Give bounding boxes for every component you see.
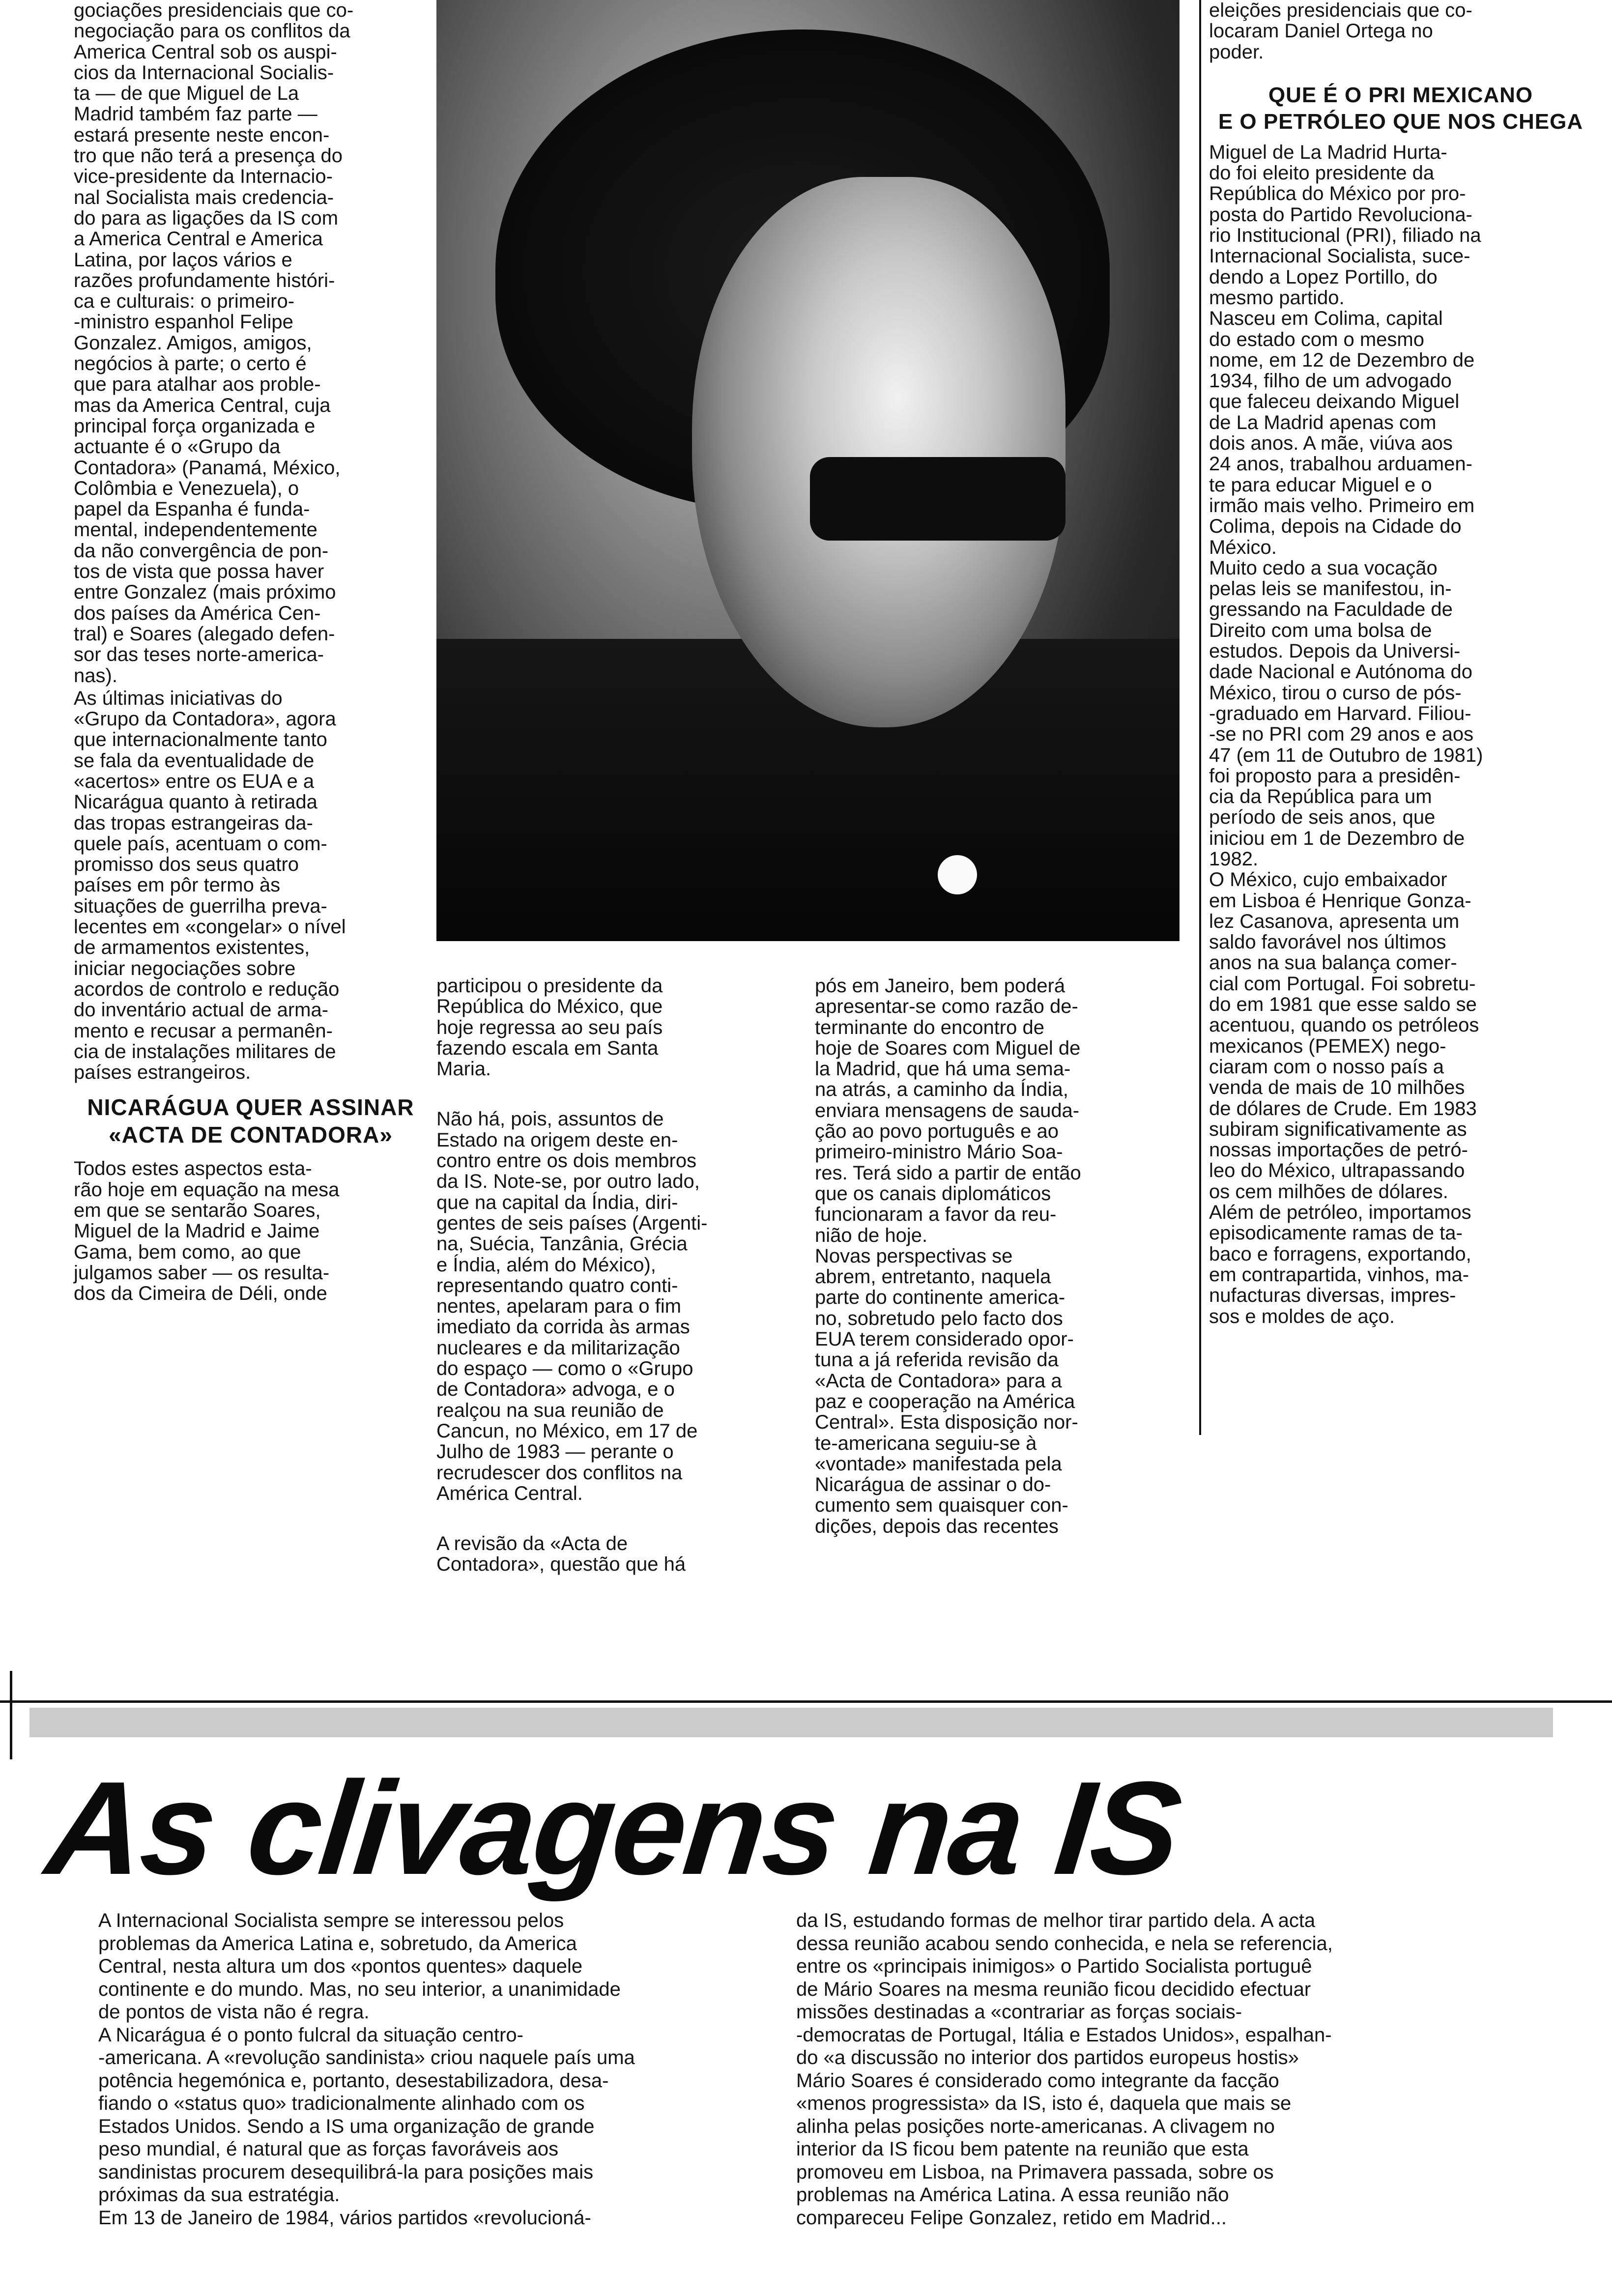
text-line: próximas da sua estratégia. xyxy=(98,2184,340,2206)
text-line: Julho de 1983 — perante o xyxy=(436,1441,674,1463)
text-line: Contadora» (Panamá, México, xyxy=(74,457,341,479)
text-line: A revisão da «Acta de xyxy=(436,1533,628,1555)
text-line: acentuou, quando os petróleos xyxy=(1209,1014,1479,1036)
text-line: no, sobretudo pelo facto dos xyxy=(815,1307,1063,1329)
text-line: estará presente neste encon- xyxy=(74,124,330,146)
text-line: Cancun, no México, em 17 de xyxy=(436,1420,698,1442)
text-line: nas). xyxy=(74,664,117,687)
text-line: negócios à parte; o certo é xyxy=(74,353,307,375)
text-line: países estrangeiros. xyxy=(74,1062,251,1084)
text-line: na, Suécia, Tanzânia, Grécia xyxy=(436,1233,688,1255)
text-line: recrudescer dos conflitos na xyxy=(436,1462,683,1484)
text-line: ciaram com o nosso país a xyxy=(1209,1056,1444,1078)
text-line: mental, independentemente xyxy=(74,519,317,541)
text-line: «Acta de Contadora» para a xyxy=(815,1370,1062,1392)
col1-para3 xyxy=(74,1158,428,1304)
text-line: Miguel de La Madrid Hurta- xyxy=(1209,141,1447,163)
text-line: poder. xyxy=(1209,41,1264,63)
text-line: Contadora», questão que há xyxy=(436,1553,686,1576)
text-line: Em 13 de Janeiro de 1984, vários partidos «revolucioná- xyxy=(98,2207,591,2229)
text-line: México, tirou o curso de pós- xyxy=(1209,682,1462,704)
headline: As clivagens na IS xyxy=(40,1754,1186,1902)
text-line: rão hoje em equação na mesa xyxy=(74,1178,340,1201)
text-line: América Central. xyxy=(436,1482,583,1504)
text-line: leo do México, ultrapassando xyxy=(1209,1160,1465,1182)
text-line: Gama, bem como, ao que xyxy=(74,1241,301,1263)
text-line: mento e recusar a permanên- xyxy=(74,1020,333,1042)
text-line: mesmo partido. xyxy=(1209,287,1345,309)
text-line: que na capital da Índia, diri- xyxy=(436,1191,678,1213)
text-line: a America Central e America xyxy=(74,228,323,250)
text-line: nião de hoje. xyxy=(815,1224,928,1246)
text-line: dos da Cimeira de Déli, onde xyxy=(74,1283,327,1305)
text-line: te para educar Miguel e o xyxy=(1209,474,1432,496)
text-line: entre Gonzalez (mais próximo xyxy=(74,581,336,603)
text-line: tuna a já referida revisão da xyxy=(815,1349,1059,1371)
text-line: fiando o «status quo» tradicionalmente alinhado com os xyxy=(98,2093,585,2114)
text-line: America Central sob os auspi- xyxy=(74,41,337,63)
col3-para1 xyxy=(815,976,1179,1537)
text-line: os cem milhões de dólares. xyxy=(1209,1180,1448,1203)
text-line: gressando na Faculdade de xyxy=(1209,599,1453,621)
text-line: irmão mais velho. Primeiro em xyxy=(1209,494,1475,517)
text-line: Não há, pois, assuntos de xyxy=(436,1108,664,1130)
text-line: Muito cedo a sua vocação xyxy=(1209,557,1438,579)
text-line: continente e do mundo. Mas, no seu interior, a unanimidade xyxy=(98,1978,621,2000)
photo-highlight xyxy=(938,855,977,894)
text-line: nentes, apelaram para o fim xyxy=(436,1295,682,1318)
text-line: da não convergência de pon- xyxy=(74,540,329,562)
text-line: nome, em 12 de Dezembro de xyxy=(1209,349,1475,371)
column-divider-right xyxy=(1199,0,1201,1435)
text-line: -ministro espanhol Felipe xyxy=(74,311,293,333)
text-line: te-americana seguiu-se à xyxy=(815,1432,1037,1454)
text-line: primeiro-ministro Mário Soa- xyxy=(815,1141,1063,1163)
text-line: nufacturas diversas, impres- xyxy=(1209,1285,1456,1307)
text-line: Nicarágua de assinar o do- xyxy=(815,1474,1051,1496)
text-line: Estados Unidos. Sendo a IS uma organização de grande xyxy=(98,2115,595,2137)
col4-para2 xyxy=(1209,308,1592,558)
text-line: tos de vista que possa haver xyxy=(74,561,324,583)
text-line: nucleares e da militarização xyxy=(436,1337,680,1359)
text-line: Latina, por laços vários e xyxy=(74,249,292,271)
text-line: hoje de Soares com Miguel de xyxy=(815,1037,1081,1059)
text-line: enviara mensagens de sauda- xyxy=(815,1099,1080,1121)
text-line: do foi eleito presidente da xyxy=(1209,162,1435,184)
text-line: entre os «principais inimigos» o Partido Socialista portuguê xyxy=(796,1955,1312,1977)
text-line: eleições presidenciais que co- xyxy=(1209,0,1472,21)
text-line: Madrid também faz parte — xyxy=(74,103,317,125)
text-line: do «a discussão no interior dos partidos europeus hostis» xyxy=(796,2047,1299,2068)
text-line: dendo a Lopez Portillo, do xyxy=(1209,266,1438,288)
text-line: da IS, estudando formas de melhor tirar partido dela. A acta xyxy=(796,1910,1316,1931)
text-line: Colima, depois na Cidade do xyxy=(1209,516,1462,538)
bottom-column-left xyxy=(98,1909,777,2229)
text-line: que para atalhar aos proble- xyxy=(74,373,321,396)
text-line: países em pôr termo às xyxy=(74,874,281,896)
text-line: República do México por pro- xyxy=(1209,183,1466,205)
text-line: de Contadora» advoga, e o xyxy=(436,1378,675,1401)
text-line: Gonzalez. Amigos, amigos, xyxy=(74,332,312,354)
text-line: baco e forragens, exportando, xyxy=(1209,1243,1471,1265)
col1-subhead-2: «ACTA DE CONTADORA» xyxy=(109,1122,393,1148)
col1-para2 xyxy=(74,688,428,1083)
text-line: compareceu Felipe Gonzalez, retido em Madrid... xyxy=(796,2207,1227,2229)
text-line: saldo favorável nos últimos xyxy=(1209,931,1446,953)
text-line: ca e culturais: o primeiro- xyxy=(74,290,295,313)
text-line: As últimas iniciativas do xyxy=(74,687,283,709)
text-line: nal Socialista mais credencia- xyxy=(74,186,334,208)
text-line: do estado com o mesmo xyxy=(1209,328,1424,350)
margin-mark xyxy=(10,1671,12,1759)
text-line: dade Nacional e Autónoma do xyxy=(1209,661,1472,683)
photo-face xyxy=(692,177,1065,727)
print-noise-strip xyxy=(29,1708,1553,1737)
text-line: que os canais diplomáticos xyxy=(815,1182,1051,1205)
text-line: problemas da America Latina e, sobretudo, da America xyxy=(98,1932,577,1954)
text-line: peso mundial, é natural que as forças favoráveis aos xyxy=(98,2138,559,2160)
text-line: acordos de controlo e redução xyxy=(74,978,340,1000)
text-line: posta do Partido Revoluciona- xyxy=(1209,203,1472,226)
text-line: O México, cujo embaixador xyxy=(1209,869,1447,891)
text-line: alinha pelas posições norte-americanas. A clivagem no xyxy=(796,2115,1275,2137)
text-line: mexicanos (PEMEX) nego- xyxy=(1209,1035,1446,1057)
text-line: funcionaram a favor da reu- xyxy=(815,1204,1057,1226)
text-line: interior da IS ficou bem patente na reunião que esta xyxy=(796,2138,1249,2160)
text-line: em que se sentarão Soares, xyxy=(74,1200,321,1222)
text-line: dições, depois das recentes xyxy=(815,1515,1059,1537)
text-line: Novas perspectivas se xyxy=(815,1245,1013,1267)
text-line: locaram Daniel Ortega no xyxy=(1209,20,1433,42)
text-line: de dólares de Crude. Em 1983 xyxy=(1209,1097,1477,1119)
text-line: nossas importações de petró- xyxy=(1209,1139,1468,1161)
text-line: 47 (em 11 de Outubro de 1981) xyxy=(1209,744,1483,766)
text-line: Central». Esta disposição nor- xyxy=(815,1411,1078,1434)
text-line: estudos. Depois da Universi- xyxy=(1209,640,1461,662)
text-line: realçou na sua reunião de xyxy=(436,1399,664,1421)
text-line: contro entre os dois membros xyxy=(436,1150,697,1172)
text-line: quele país, acentuam o com- xyxy=(74,832,327,855)
text-line: «acertos» entre os EUA e a xyxy=(74,770,315,792)
text-line: problemas na América Latina. A essa reunião não xyxy=(796,2184,1229,2206)
text-line: fazendo escala em Santa xyxy=(436,1037,659,1059)
text-line: das tropas estrangeiras da- xyxy=(74,812,313,834)
text-line: Miguel de la Madrid e Jaime xyxy=(74,1220,320,1242)
text-line: situações de guerrilha preva- xyxy=(74,895,327,917)
col4-para4 xyxy=(1209,869,1592,1327)
text-line: abrem, entretanto, naquela xyxy=(815,1266,1051,1288)
text-line: dos países da América Cen- xyxy=(74,602,321,624)
text-line: 1982. xyxy=(1209,848,1259,870)
col4-para1 xyxy=(1209,142,1592,308)
text-line: -democratas de Portugal, Itália e Estados Unidos», espalhan- xyxy=(796,2024,1332,2046)
text-line: subiram significativamente as xyxy=(1209,1118,1467,1140)
text-line: la Madrid, que há uma sema- xyxy=(815,1058,1071,1080)
bottom-left-text xyxy=(98,1909,777,2229)
text-line: promoveu em Lisboa, na Primavera passada, sobre os xyxy=(796,2161,1274,2183)
article-column-3 xyxy=(815,976,1179,1537)
text-line: promisso dos seus quatro xyxy=(74,854,299,876)
text-line: rio Institucional (PRI), filiado na xyxy=(1209,225,1481,247)
text-line: de armamentos existentes, xyxy=(74,937,310,959)
col4-para3 xyxy=(1209,558,1592,869)
col1-subhead-1: NICARÁGUA QUER ASSINAR xyxy=(87,1094,414,1120)
text-line: do em 1981 que esse saldo se xyxy=(1209,994,1477,1016)
text-line: representando quatro conti- xyxy=(436,1274,678,1296)
text-line: papel da Espanha é funda- xyxy=(74,498,310,520)
text-line: potência hegemónica e, portanto, desestabilizadora, desa- xyxy=(98,2069,609,2092)
text-line: A Nicarágua é o ponto fulcral da situação centro- xyxy=(98,2024,523,2046)
text-line: em contrapartida, vinhos, ma- xyxy=(1209,1263,1469,1286)
text-line: Central, nesta altura um dos «pontos quentes» daquele xyxy=(98,1955,583,1977)
text-line: -americana. A «revolução sandinista» criou naquele país uma xyxy=(98,2047,635,2068)
text-line: iniciar negociações sobre xyxy=(74,957,296,979)
text-line: venda de mais de 10 milhões xyxy=(1209,1077,1465,1099)
text-line: terminante do encontro de xyxy=(815,1016,1044,1038)
text-line: parte do continente america- xyxy=(815,1287,1065,1309)
text-line: apresentar-se como razão de- xyxy=(815,996,1078,1018)
section-divider xyxy=(0,1700,1612,1703)
text-line: de La Madrid apenas com xyxy=(1209,411,1437,433)
text-line: EUA terem considerado opor- xyxy=(815,1328,1074,1350)
text-line: mas da America Central, cuja xyxy=(74,394,331,416)
text-line: sandinistas procurem desequilibrá-la para posições mais xyxy=(98,2161,594,2183)
text-line: foi proposto para a presidên- xyxy=(1209,765,1461,787)
text-line: Maria. xyxy=(436,1058,491,1080)
text-line: A Internacional Socialista sempre se interessou pelos xyxy=(98,1910,564,1931)
text-line: do espaço — como o «Grupo xyxy=(436,1358,693,1380)
text-line: lecentes em «congelar» o nível xyxy=(74,916,346,938)
text-line: tral) e Soares (alegado defen- xyxy=(74,623,335,645)
col4-subhead-2: E O PETRÓLEO QUE NOS CHEGA xyxy=(1218,109,1583,134)
text-line: Todos estes aspectos esta- xyxy=(74,1158,312,1180)
text-line: julgamos saber — os resulta- xyxy=(74,1262,330,1284)
col1-para1 xyxy=(74,0,428,686)
text-line: anos na sua balança comer- xyxy=(1209,952,1457,974)
text-line: principal força organizada e xyxy=(74,415,316,437)
text-line: Nasceu em Colima, capital xyxy=(1209,308,1443,330)
text-line: sos e moldes de aço. xyxy=(1209,1305,1395,1327)
col4-top xyxy=(1209,0,1592,62)
article-column-1 xyxy=(74,0,428,1304)
col2-para3 xyxy=(436,1533,793,1575)
text-line: de Mário Soares na mesma reunião ficou decidido efectuar xyxy=(796,1978,1311,2000)
text-line: lez Casanova, apresenta um xyxy=(1209,910,1460,932)
text-line: cia da República para um xyxy=(1209,786,1432,808)
text-line: -graduado em Harvard. Filiou- xyxy=(1209,702,1471,724)
text-line: Estado na origem deste en- xyxy=(436,1129,678,1151)
text-line: República do México, que xyxy=(436,996,663,1018)
text-line: negociação para os conflitos da xyxy=(74,20,350,42)
text-line: pelas leis se manifestou, in- xyxy=(1209,578,1452,600)
text-line: que internacionalmente tanto xyxy=(74,729,327,751)
text-line: Nicarágua quanto à retirada xyxy=(74,791,317,813)
text-line: razões profundamente históri- xyxy=(74,269,335,291)
text-line: Internacional Socialista, suce- xyxy=(1209,245,1470,267)
text-line: pós em Janeiro, bem poderá xyxy=(815,975,1065,997)
text-line: da IS. Note-se, por outro lado, xyxy=(436,1171,700,1193)
text-line: res. Terá sido a partir de então xyxy=(815,1162,1081,1184)
col2-para1 xyxy=(436,976,793,1079)
text-line: cial com Portugal. Foi sobretu- xyxy=(1209,973,1476,995)
article-column-2 xyxy=(436,976,793,1575)
text-line: actuante é o «Grupo da xyxy=(74,436,281,458)
text-line: se fala da eventualidade de xyxy=(74,749,315,772)
text-line: «vontade» manifestada pela xyxy=(815,1453,1062,1475)
text-line: Além de petróleo, importamos xyxy=(1209,1202,1471,1224)
text-line: tro que não terá a presença do xyxy=(74,145,343,167)
text-line: na atrás, a caminho da Índia, xyxy=(815,1079,1068,1101)
text-line: 1934, filho de um advogado xyxy=(1209,370,1452,392)
text-line: iniciou em 1 de Dezembro de xyxy=(1209,827,1465,849)
text-line: período de seis anos, que xyxy=(1209,806,1436,829)
text-line: cumento sem quaisquer con- xyxy=(815,1494,1068,1517)
col2-para2 xyxy=(436,1109,793,1504)
bottom-right-text xyxy=(796,1909,1543,2229)
bottom-column-right xyxy=(796,1909,1543,2229)
text-line: missões destinadas a «contrariar as forças sociais- xyxy=(796,2001,1242,2023)
text-line: hoje regressa ao seu país xyxy=(436,1016,663,1038)
portrait-photo xyxy=(436,0,1180,941)
col4-subhead-1: QUE É O PRI MEXICANO xyxy=(1268,83,1533,107)
text-line: do para as ligações da IS com xyxy=(74,207,339,229)
text-line: em Lisboa é Henrique Gonza- xyxy=(1209,890,1471,912)
text-line: do inventário actual de arma- xyxy=(74,999,329,1021)
text-line: Direito com uma bolsa de xyxy=(1209,619,1432,641)
text-line: participou o presidente da xyxy=(436,975,663,997)
text-line: de pontos de vista não é regra. xyxy=(98,2001,370,2023)
text-line: episodicamente ramas de ta- xyxy=(1209,1222,1463,1244)
article-column-4 xyxy=(1209,0,1592,1327)
text-line: Colômbia e Venezuela), o xyxy=(74,477,299,499)
text-line: dois anos. A mãe, viúva aos xyxy=(1209,432,1453,455)
text-line: vice-presidente da Internacio- xyxy=(74,166,333,188)
text-line: dessa reunião acabou sendo conhecida, e nela se referencia, xyxy=(796,1932,1333,1954)
text-line: que faleceu deixando Miguel xyxy=(1209,391,1460,413)
text-line: e Índia, além do México), xyxy=(436,1254,656,1276)
text-line: «Grupo da Contadora», agora xyxy=(74,708,336,730)
photo-glasses xyxy=(810,457,1065,541)
text-line: gociações presidenciais que co- xyxy=(74,0,354,21)
text-line: cia de instalações militares de xyxy=(74,1040,336,1062)
text-line: 24 anos, trabalhou arduamen- xyxy=(1209,453,1472,475)
text-line: sor das teses norte-america- xyxy=(74,644,324,666)
text-line: imediato da corrida às armas xyxy=(436,1316,690,1338)
text-line: -se no PRI com 29 anos e aos xyxy=(1209,723,1474,746)
text-line: México. xyxy=(1209,536,1277,558)
text-line: ta — de que Miguel de La xyxy=(74,83,299,105)
text-line: gentes de seis países (Argenti- xyxy=(436,1212,708,1234)
text-line: cios da Internacional Socialis- xyxy=(74,61,334,84)
text-line: paz e cooperação na América xyxy=(815,1390,1075,1412)
text-line: «menos progressista» da IS, isto é, daquela que mais se xyxy=(796,2093,1292,2114)
text-line: Mário Soares é considerado como integrante da facção xyxy=(796,2069,1279,2092)
text-line: ção ao povo português e ao xyxy=(815,1120,1059,1143)
